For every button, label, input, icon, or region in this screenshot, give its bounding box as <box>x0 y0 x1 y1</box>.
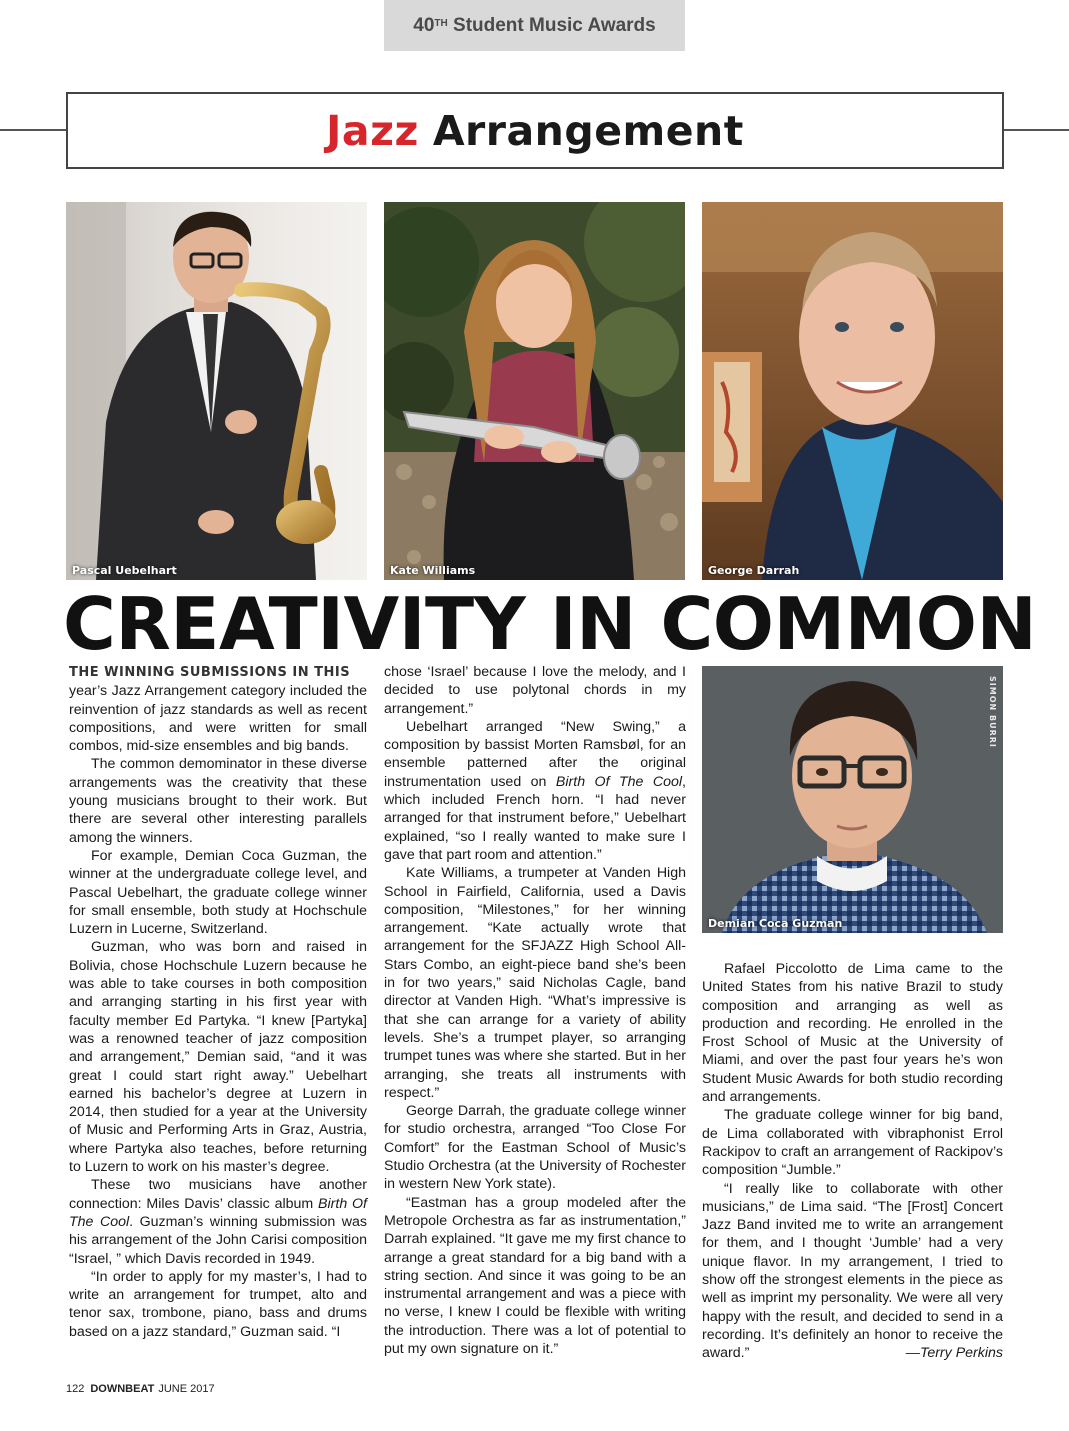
photo-pascal-uebelhart <box>66 202 367 580</box>
page-number: 122 <box>66 1383 85 1395</box>
article-paragraph: chose ‘Israel’ because I love the melody, and I decided to use polytonal chords in my arrangement.” <box>384 664 686 717</box>
article-paragraph: Kate Williams, a trumpeter at Vanden High School in Fairfield, California, used a Davis composition, “Milestones,” for her winning arrangement. “Kate actually wrote that arrangement for the SFJAZZ High School All-Stars Combo, an eight-piece band she’s been in for two years,” said Nicholas Cagle, band director at Vanden High. “What’s impressive is that she can arrange for a variety of ability levels. She’s a trumpet player, so arranging trumpet tunes was where she started. But in her arranging, she treats all instruments with respect.” <box>384 865 686 1101</box>
article-column-3 <box>702 960 1003 1363</box>
album-title: Birth Of The Cool <box>69 1195 367 1230</box>
article-paragraph: The graduate college winner for big band, de Lima collaborated with vibraphonist Errol Rackipov to craft an arrangement of Rackipov’s composition “Jumble.” <box>702 1107 1003 1179</box>
section-number: 40 <box>413 14 435 36</box>
photo-credit: SIMON BURRI <box>988 676 997 748</box>
page-footer <box>66 1383 215 1395</box>
article-paragraph: “In order to apply for my master’s, I had to write an arrangement for trumpet, alto and tenor sax, trombone, piano, bass and drums based on a jazz standard,” Guzman said. “I <box>69 1268 367 1340</box>
article-column-2 <box>384 663 686 1358</box>
portrait-photo <box>702 666 1003 933</box>
article-paragraph: “Eastman has a group modeled after the Metropole Orchestra as far as instrumentation,” Darrah explained. “It gave me my first chance to arrange a great standard for a big band with a string section. And since it was going to be an instrumental arrangement and was a piece with no verse, I knew I could be flexible with writing the introduction. There was a lot of potential to put my own signature on it.” <box>384 1194 687 1357</box>
title-rule-right <box>1004 129 1069 131</box>
article-paragraph: Rafael Piccolotto de Lima came to the United States from his native Brazil to study composition and arranging as well as production and recording. He enrolled in the Frost School of Music at the University of Miami, and over the past four years he’s won Student Music Awards for both studio recording and arrangements. <box>702 961 1003 1106</box>
photo-demian-coca-guzman <box>702 666 1003 933</box>
issue-date: JUNE 2017 <box>158 1383 215 1395</box>
trumpet-player-photo <box>384 202 685 580</box>
section-tab <box>384 0 685 51</box>
title-jazz: Jazz <box>326 106 419 155</box>
article-paragraph: These two musicians have another connection: Miles Davis’ classic album Birth Of The Cool. Guzman’s winning submission was his arrangement of the John Carisi composition “Israel, ” which Davis recorded in 1949. <box>69 1177 368 1267</box>
article-column-1 <box>69 663 367 1341</box>
article-paragraph: For example, Demian Coca Guzman, the winner at the undergraduate college level, and Pascal Uebelhart, the graduate college winner for small ensemble, both study at Hochschule Luzern in Lucerne, Switzerland. <box>69 847 367 938</box>
category-title <box>66 92 1004 169</box>
article-paragraph: “I really like to collaborate with other musicians,” de Lima said. “The [Frost] Concert Jazz Band invited me to write an arrangement for them, and I thought ‘Jumble’ had a very unique flavor. In my arrangement, I tried to show off the strongest elements in the piece as well as imprint my personality. We were all very happy with the result, and decided to send in a recording. It’s definitely an honor to receive the award.” —Terry Perkins <box>702 1180 1003 1362</box>
article-paragraph: Uebelhart arranged “New Swing,” a composition by bassist Morten Ramsbøl, for an ensemble patterned after the original instrumentation used on Birth Of The Cool, which included French horn. “I had never arranged for that instrument before,” Uebelhart explained, “so I really wanted to make sure I gave that part room and attention.” <box>384 718 686 863</box>
title-rule-left <box>0 129 66 131</box>
section-title: Student Music Awards <box>447 14 656 36</box>
photo-caption: Pascal Uebelhart <box>72 564 177 577</box>
article-paragraph: Guzman, who was born and raised in Bolivia, chose Hochschule Luzern because he was able to take courses in both composition and arranging starting in his first year with faculty member Ed Partyka. “I knew [Partyka] was a renowned teacher of jazz composition and arrangement,” Demian said, “and it was great I could start right away.” Uebelhart earned his bachelor’s degree at Luzern in 2014, then studied for a year at the University of Music and Performing Arts in Graz, Austria, where Partyka also teaches, before returning to Luzern to work on his master’s degree. <box>69 939 367 1176</box>
photo-george-darrah <box>702 202 1003 580</box>
photo-caption: Kate Williams <box>390 564 476 577</box>
article-paragraph: THE WINNING SUBMISSIONS IN THIS year’s Jazz Arrangement category included the reinvention of jazz standards as well as recent compositions, and were written for small combos, mid-size ensembles and big bands. <box>69 665 367 755</box>
title-arrangement: Arrangement <box>432 106 744 155</box>
photo-caption: George Darrah <box>708 564 800 577</box>
article-headline: CREATIVITY IN COMMON <box>63 582 1037 666</box>
author-byline: —Terry Perkins <box>905 1345 1003 1362</box>
magazine-name: DOWNBEAT <box>90 1383 155 1395</box>
saxophone-player-photo <box>66 202 367 580</box>
photo-kate-williams <box>384 202 685 580</box>
article-paragraph: George Darrah, the graduate college winner for studio orchestra, arranged “Too Close For Comfort” for the Eastman School of Music’s Studio Orchestra (at the University of Rochester in western New York state). <box>384 1103 686 1193</box>
lead-in: THE WINNING SUBMISSIONS IN THIS <box>69 665 351 680</box>
section-ordinal: TH <box>434 18 448 29</box>
portrait-photo <box>702 202 1003 580</box>
album-title: Birth Of The Cool <box>555 773 683 790</box>
article-paragraph: The common demominator in these diverse arrangements was the creativity that these young musicians brought to their work. But there are several other interesting parallels among the winners. <box>69 756 367 846</box>
photo-caption: Demian Coca Guzman <box>708 917 843 930</box>
